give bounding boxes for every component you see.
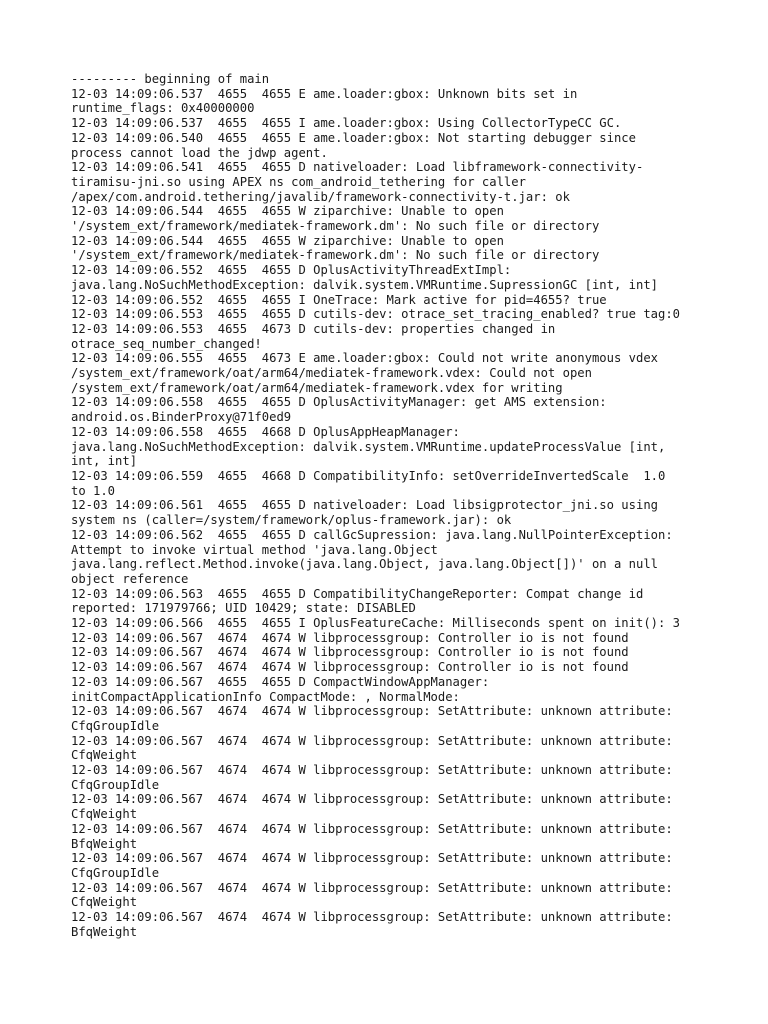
log-line: process cannot load the jdwp agent.	[71, 145, 328, 160]
log-line: reported: 171979766; UID 10429; state: DISABLED	[71, 601, 416, 616]
log-line: '/system_ext/framework/mediatek-framework.dm': No such file or directory	[71, 248, 600, 263]
log-line: int, int]	[71, 454, 138, 469]
log-line: 12-03 14:09:06.567 4674 4674 W libprocessgroup: SetAttribute: unknown attribute:	[71, 851, 673, 866]
log-line: tiramisu-jni.so using APEX ns com_android_tethering for caller	[71, 174, 526, 189]
log-line: 12-03 14:09:06.566 4655 4655 I OplusFeatureCache: Milliseconds spent on init(): 3	[71, 616, 681, 631]
log-line: BfqWeight	[71, 836, 138, 851]
log-line: 12-03 14:09:06.563 4655 4655 D CompatibilityChangeReporter: Compat change id	[71, 586, 644, 601]
log-line: 12-03 14:09:06.559 4655 4668 D CompatibilityInfo: setOverrideInvertedScale 1.0	[71, 468, 666, 483]
log-line: 12-03 14:09:06.562 4655 4655 D callGcSupression: java.lang.NullPointerException:	[71, 527, 673, 542]
log-line: 12-03 14:09:06.567 4674 4674 W libprocessgroup: SetAttribute: unknown attribute:	[71, 880, 673, 895]
log-line: 12-03 14:09:06.558 4655 4668 D OplusAppHeapManager:	[71, 424, 460, 439]
log-line: CfqGroupIdle	[71, 777, 160, 792]
log-line: otrace_seq_number_changed!	[71, 336, 262, 351]
log-document	[71, 72, 701, 939]
log-line: java.lang.reflect.Method.invoke(java.lang.Object, java.lang.Object[])' on a null	[71, 557, 658, 572]
log-line: to 1.0	[71, 483, 116, 498]
log-line: 12-03 14:09:06.541 4655 4655 D nativeloader: Load libframework-connectivity-	[71, 160, 644, 175]
log-line: Attempt to invoke virtual method 'java.lang.Object	[71, 542, 438, 557]
log-line: 12-03 14:09:06.537 4655 4655 I ame.loader:gbox: Using CollectorTypeCC GC.	[71, 116, 622, 131]
log-line: CfqWeight	[71, 895, 138, 910]
log-line: 12-03 14:09:06.555 4655 4673 E ame.loader:gbox: Could not write anonymous vdex	[71, 351, 658, 366]
log-line: /system_ext/framework/oat/arm64/mediatek-framework.vdex for writing	[71, 380, 563, 395]
log-body	[71, 72, 701, 939]
log-line: 12-03 14:09:06.567 4674 4674 W libprocessgroup: SetAttribute: unknown attribute:	[71, 704, 673, 719]
log-line: 12-03 14:09:06.567 4674 4674 W libprocessgroup: SetAttribute: unknown attribute:	[71, 733, 673, 748]
log-line: 12-03 14:09:06.567 4674 4674 W libprocessgroup: SetAttribute: unknown attribute:	[71, 821, 673, 836]
log-line: BfqWeight	[71, 924, 138, 939]
log-line: CfqWeight	[71, 748, 138, 763]
log-line: 12-03 14:09:06.567 4674 4674 W libprocessgroup: SetAttribute: unknown attribute:	[71, 910, 673, 925]
log-line: /apex/com.android.tethering/javalib/framework-connectivity-t.jar: ok	[71, 189, 570, 204]
log-line: CfqGroupIdle	[71, 718, 160, 733]
log-line: java.lang.NoSuchMethodException: dalvik.system.VMRuntime.updateProcessValue [int,	[71, 439, 666, 454]
log-line: runtime_flags: 0x40000000	[71, 101, 255, 116]
log-line: 12-03 14:09:06.537 4655 4655 E ame.loader:gbox: Unknown bits set in	[71, 86, 578, 101]
log-line: 12-03 14:09:06.553 4655 4655 D cutils-dev: otrace_set_tracing_enabled? true tag:0	[71, 307, 681, 322]
log-line: '/system_ext/framework/mediatek-framework.dm': No such file or directory	[71, 219, 600, 234]
log-line: 12-03 14:09:06.567 4674 4674 W libprocessgroup: Controller io is not found	[71, 660, 629, 675]
log-line: 12-03 14:09:06.567 4655 4655 D CompactWindowAppManager:	[71, 674, 490, 689]
log-line: 12-03 14:09:06.552 4655 4655 I OneTrace: Mark active for pid=4655? true	[71, 292, 607, 307]
log-line: --------- beginning of main	[71, 72, 270, 86]
log-line: initCompactApplicationInfo CompactMode: , NormalMode:	[71, 689, 460, 704]
log-line: object reference	[71, 571, 189, 586]
log-line: 12-03 14:09:06.567 4674 4674 W libprocessgroup: SetAttribute: unknown attribute:	[71, 792, 673, 807]
log-line: 12-03 14:09:06.567 4674 4674 W libprocessgroup: SetAttribute: unknown attribute:	[71, 763, 673, 778]
log-line: 12-03 14:09:06.552 4655 4655 D OplusActivityThreadExtImpl:	[71, 263, 512, 278]
log-line: 12-03 14:09:06.544 4655 4655 W ziparchive: Unable to open	[71, 233, 504, 248]
log-line: android.os.BinderProxy@71f0ed9	[71, 410, 292, 425]
log-line: 12-03 14:09:06.561 4655 4655 D nativeloader: Load libsigprotector_jni.so using	[71, 498, 658, 513]
log-line: java.lang.NoSuchMethodException: dalvik.system.VMRuntime.SupressionGC [int, int]	[71, 277, 658, 292]
log-line: 12-03 14:09:06.544 4655 4655 W ziparchive: Unable to open	[71, 204, 504, 219]
log-line: 12-03 14:09:06.567 4674 4674 W libprocessgroup: Controller io is not found	[71, 645, 629, 660]
log-line: CfqGroupIdle	[71, 865, 160, 880]
log-line: 12-03 14:09:06.567 4674 4674 W libprocessgroup: Controller io is not found	[71, 630, 629, 645]
log-line: 12-03 14:09:06.558 4655 4655 D OplusActivityManager: get AMS extension:	[71, 395, 607, 410]
log-line: 12-03 14:09:06.540 4655 4655 E ame.loader:gbox: Not starting debugger since	[71, 130, 636, 145]
log-line: CfqWeight	[71, 807, 138, 822]
log-line: system ns (caller=/system/framework/oplus-framework.jar): ok	[71, 513, 512, 528]
log-line: 12-03 14:09:06.553 4655 4673 D cutils-dev: properties changed in	[71, 321, 556, 336]
log-line: /system_ext/framework/oat/arm64/mediatek-framework.vdex: Could not open	[71, 366, 592, 381]
